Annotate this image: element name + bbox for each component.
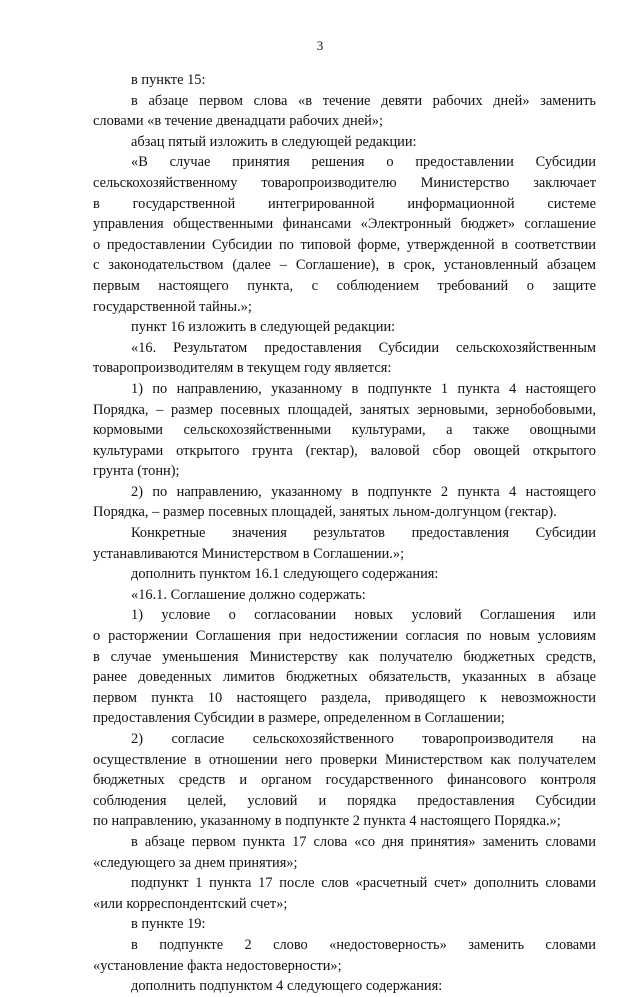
text-line: в пункте 15: (131, 72, 206, 88)
text-line: подпункт 1 пункта 17 после слов «расчетный счет» дополнить словами (131, 875, 596, 892)
text-line: «16. Результатом предоставления Субсидии сельскохозяйственным (131, 339, 596, 356)
text-line: о предоставлении Субсидии по типовой форме, утвержденной в соответствии (93, 236, 596, 253)
text-line: «установление факта недостоверности»; (93, 957, 342, 974)
text-line: соблюдения целей, условий и порядка предоставления Субсидии (93, 792, 596, 809)
text-line: «В случае принятия решения о предоставлении Субсидии (131, 154, 596, 171)
page-number: 3 (316, 38, 324, 53)
text-line: в подпункте 2 слово «недостоверность» заменить словами (131, 936, 596, 953)
text-line: о расторжении Соглашения при недостижении согласия по новым условиям (93, 628, 596, 645)
text-line: Порядка, – размер посевных площадей, занятых льном-долгунцом (гектар). (93, 504, 557, 521)
text-line: в абзаце первом пункта 17 слова «со дня принятия» заменить словами (131, 833, 596, 850)
text-line: дополнить пунктом 16.1 следующего содержания: (131, 566, 439, 583)
text-line: дополнить подпунктом 4 следующего содержания: (131, 978, 443, 995)
text-line: сельскохозяйственному товаропроизводителю Министерство заключает (93, 174, 596, 191)
text-line: предоставления Субсидии в размере, определенном в Соглашении; (93, 710, 505, 727)
text-line: 1) условие о согласовании новых условий Соглашения или (131, 607, 596, 624)
text-line: «следующего за днем принятия»; (93, 854, 298, 871)
text-line: словами «в течение двенадцати рабочих дней»; (93, 113, 383, 130)
text-line: пункт 16 изложить в следующей редакции: (131, 319, 396, 336)
text-line: 2) согласие сельскохозяйственного товаропроизводителя на (131, 731, 596, 747)
text-line: 1) по направлению, указанному в подпункте 1 пункта 4 настоящего (131, 380, 596, 397)
text-line: ранее доведенных лимитов бюджетных обязательств, указанных в абзаце (93, 669, 596, 686)
text-line: первым настоящего пункта, с соблюдением требований о защите (93, 277, 596, 294)
text-line: Конкретные значения результатов предоставления Субсидии (131, 525, 596, 542)
text-line: «или корреспондентский счет»; (93, 895, 288, 912)
text-line: бюджетных средств и органом государственного финансового контроля (93, 772, 596, 789)
text-line: по направлению, указанному в подпункте 2 пункта 4 настоящего Порядка.»; (93, 813, 561, 830)
text-line: с законодательством (далее – Соглашение), в срок, установленный абзацем (93, 257, 596, 274)
text-line: Порядка, – размер посевных площадей, занятых зерновыми, зернобобовыми, (93, 401, 596, 418)
text-line: 2) по направлению, указанному в подпункте 2 пункта 4 настоящего (131, 483, 596, 500)
text-line: абзац пятый изложить в следующей редакции: (131, 133, 417, 150)
text-line: устанавливаются Министерством в Соглашении.»; (93, 545, 405, 562)
text-line: государственной тайны.»; (93, 298, 252, 315)
text-line: товаропроизводителям в текущем году является: (93, 360, 392, 377)
document-body (93, 70, 596, 997)
text-line: первом пункта 10 настоящего раздела, приводящего к невозможности (93, 689, 596, 706)
text-line: культурами открытого грунта (гектар), валовой сбор овощей открытого (93, 442, 596, 459)
text-line: кормовыми сельскохозяйственными культурами, а также овощными (93, 422, 596, 439)
text-line: грунта (тонн); (93, 463, 180, 480)
text-line: «16.1. Соглашение должно содержать: (131, 586, 366, 603)
text-line: в государственной интегрированной информационной системе (93, 195, 596, 212)
text-line: осуществление в отношении него проверки Министерством как получателем (93, 751, 596, 768)
text-line: в пункте 19: (131, 916, 206, 933)
text-line: в случае уменьшения Министерству как получателю бюджетных средств, (93, 648, 596, 665)
text-line: управления общественными финансами «Электронный бюджет» соглашение (93, 216, 596, 233)
text-line: в абзаце первом слова «в течение девяти рабочих дней» заменить (131, 92, 596, 109)
